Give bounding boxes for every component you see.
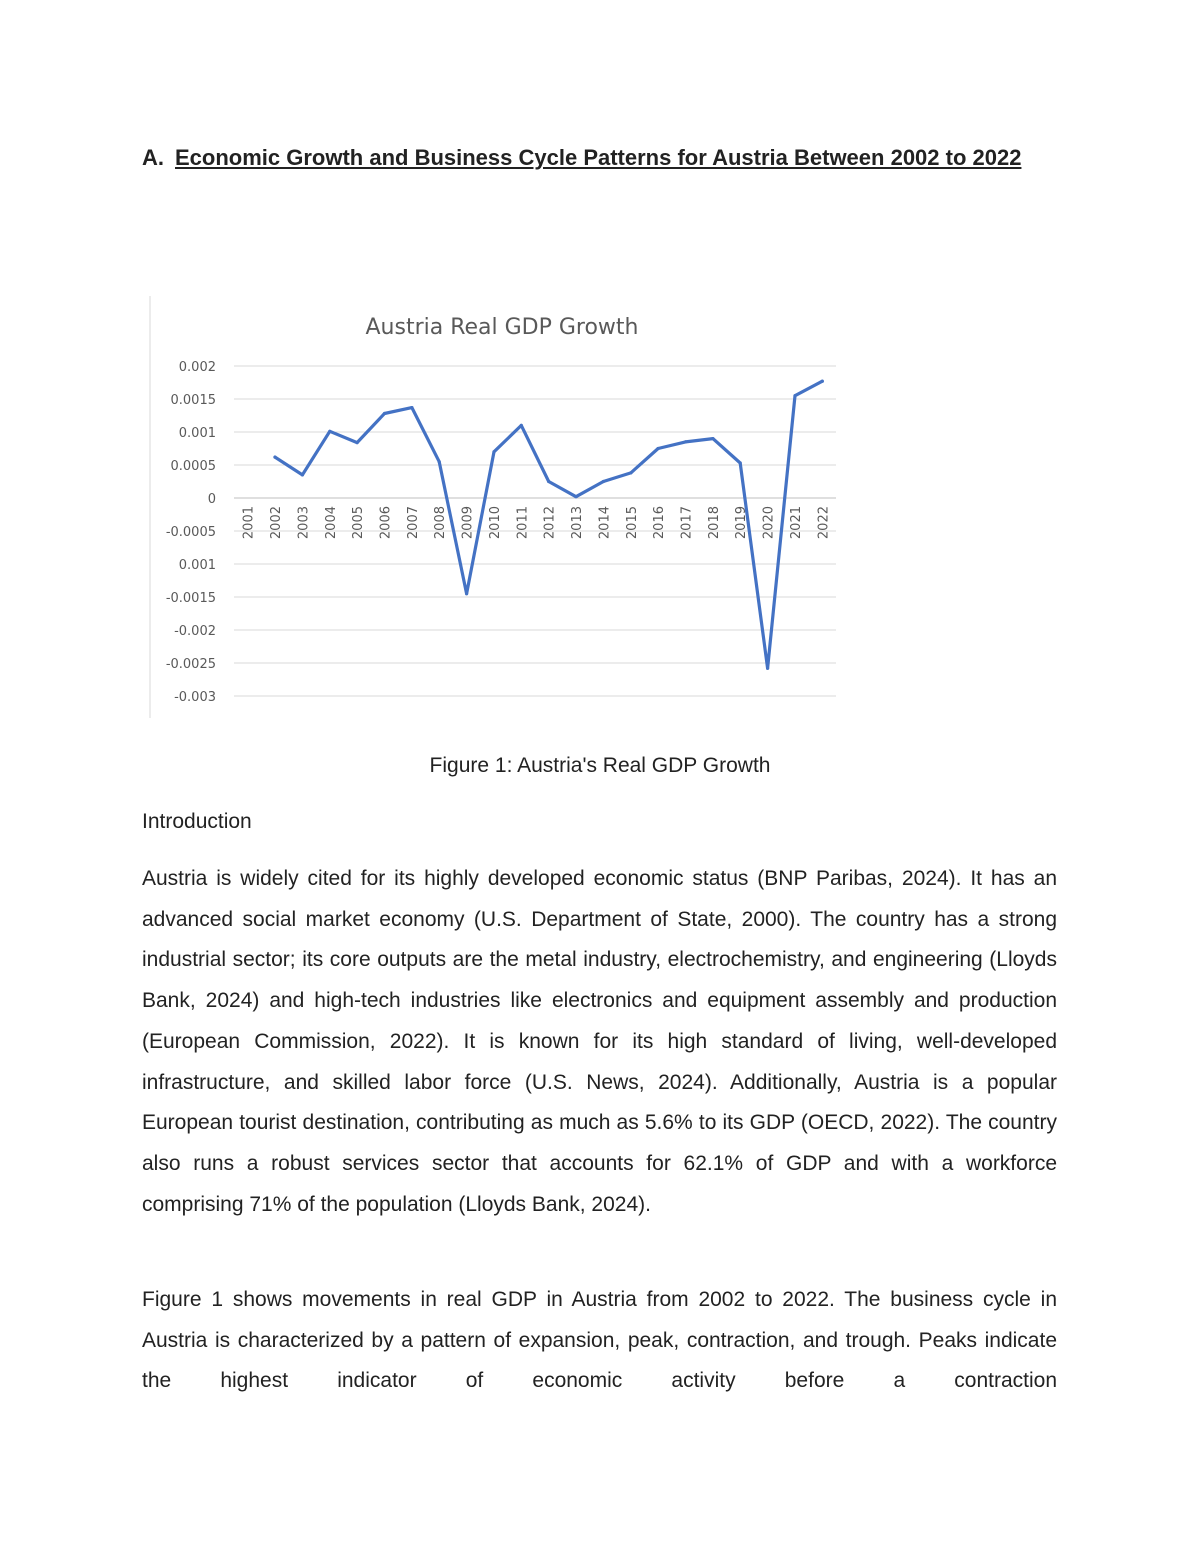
data-point [383, 412, 386, 415]
x-tick-label: 2011 [515, 506, 531, 540]
x-tick-label: 2007 [405, 506, 421, 540]
x-tick-label: 2013 [570, 506, 586, 540]
data-point [465, 592, 468, 595]
x-tick-label: 2021 [788, 506, 804, 540]
y-tick-label: -0.003 [174, 690, 216, 705]
x-tick-label: 2006 [378, 506, 394, 540]
section-title: Economic Growth and Business Cycle Patterns for Austria Between 2002 to 2022 [175, 145, 1022, 170]
x-tick-label: 2004 [323, 506, 339, 540]
x-tick-label: 2002 [269, 506, 285, 540]
data-point [356, 441, 359, 444]
y-tick-label: 0.001 [178, 426, 216, 441]
data-point [602, 480, 605, 483]
x-tick-label: 2022 [816, 506, 832, 540]
y-tick-label: 0.001 [178, 558, 216, 573]
x-tick-label: 2015 [624, 506, 640, 540]
x-tick-label: 2009 [460, 506, 476, 540]
x-tick-label: 2020 [761, 506, 777, 540]
data-point [657, 447, 660, 450]
x-tick-label: 2003 [296, 506, 312, 540]
data-point [301, 473, 304, 476]
x-tick-label: 2001 [241, 506, 257, 540]
chart-title: Austria Real GDP Growth [365, 315, 639, 340]
x-tick-label: 2005 [351, 506, 367, 540]
y-tick-label: 0.002 [178, 360, 216, 375]
y-tick-label: -0.002 [174, 624, 216, 639]
x-tick-label: 2008 [433, 506, 449, 540]
x-tick-label: 2019 [734, 506, 750, 540]
figure-caption: Figure 1: Austria's Real GDP Growth [429, 754, 771, 777]
data-point [438, 460, 441, 463]
section-number: A. [142, 145, 164, 170]
y-tick-label: -0.0025 [165, 657, 216, 672]
data-point [328, 430, 331, 433]
x-tick-label: 2017 [679, 506, 695, 540]
y-tick-label: -0.0005 [165, 525, 216, 540]
data-point [684, 440, 687, 443]
data-point [739, 461, 742, 464]
x-tick-label: 2014 [597, 506, 613, 540]
y-tick-label: 0.0005 [170, 459, 216, 474]
data-point [273, 456, 276, 459]
data-point [711, 437, 714, 440]
paragraph-introduction: Austria is widely cited for its highly developed economic status (BNP Paribas, 2024). It has an advanced social market economy (U.S. Department of State, 2000). The country has a strong industrial sector; its core outputs are the metal industry, electrochemistry, and engineering (Lloyds Bank, 2024) and high-tech industries like electronics and equipment assembly and production (European Commission, 2022). It is known for its high standard of living, well-developed infrastructure, and skilled labor force (U.S. News, 2024). Additionally, Austria is a popular European tourist destination, contributing as much as 5.6% to its GDP (OECD, 2022). The country also runs a robust services sector that accounts for 62.1% of GDP and with a workforce comprising 71% of the population (Lloyds Bank, 2024). [142, 867, 1057, 1216]
y-tick-label: -0.0015 [165, 591, 216, 606]
y-tick-label: 0 [207, 492, 216, 507]
data-point [629, 471, 632, 474]
data-point [520, 424, 523, 427]
introduction-heading: Introduction [142, 810, 252, 833]
y-tick-label: 0.0015 [170, 393, 216, 408]
x-tick-label: 2016 [652, 506, 668, 540]
data-point [821, 380, 824, 383]
gdp-growth-chart [148, 296, 848, 718]
data-point [492, 450, 495, 453]
x-tick-label: 2018 [706, 506, 722, 540]
data-point [547, 480, 550, 483]
data-point [793, 394, 796, 397]
data-point [574, 495, 577, 498]
data-point [766, 667, 769, 670]
data-point [410, 406, 413, 409]
x-tick-label: 2010 [487, 506, 503, 540]
section-heading [142, 138, 1062, 178]
paragraph-figure-description: Figure 1 shows movements in real GDP in Austria from 2002 to 2022. The business cycle in Austria is characterized by a pattern of expansion, peak, contraction, and trough. Peaks indicate the highest indicator of economic activity before a contraction [142, 1288, 1057, 1393]
x-tick-label: 2012 [542, 506, 558, 540]
